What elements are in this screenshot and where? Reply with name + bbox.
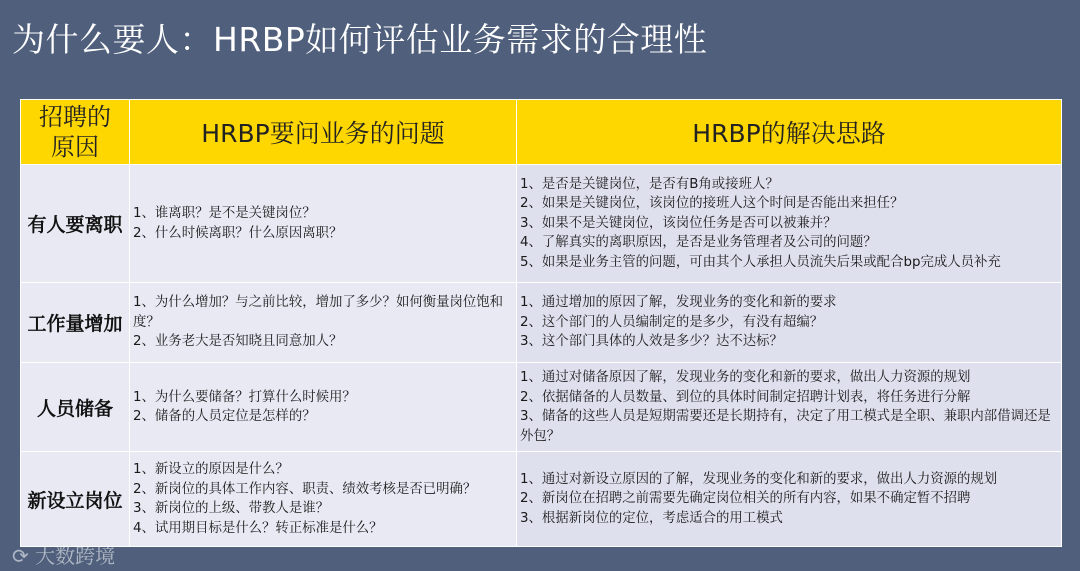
- question-item: 1、为什么要储备？打算什么时候用？: [133, 389, 356, 405]
- evaluation-table: [20, 99, 1061, 547]
- table-row: [21, 165, 1062, 283]
- question-item: 1、为什么增加？与之前比较，增加了多少？如何衡量岗位饱和度？: [133, 295, 504, 330]
- question-item: 2、新岗位的具体工作内容、职责、绩效考核是否已明确？: [133, 481, 477, 497]
- row-solutions: [517, 165, 1062, 283]
- solution-item: 5、如果是业务主管的问题，可由其个人承担人员流失后果或配合bp完成人员补充: [520, 254, 1001, 270]
- table-row: [21, 452, 1062, 547]
- solution-item: 1、是否是关键岗位，是否有B角或接班人？: [520, 176, 779, 192]
- solution-item: 3、这个部门具体的人效是多少？达不达标？: [520, 334, 783, 350]
- solution-item: 1、通过对新设立原因的了解，发现业务的变化和新的要求，做出人力资源的规划: [520, 471, 998, 487]
- evaluation-table-grid: [20, 99, 1062, 547]
- solution-item: 3、储备的这些人员是短期需要还是长期持有，决定了用工模式是全职、兼职内部借调还是外包？: [520, 409, 1051, 444]
- row-reason: 工作量增加: [21, 283, 130, 363]
- solution-item: 3、根据新岗位的定位，考虑适合的用工模式: [520, 510, 783, 526]
- solution-item: 1、通过增加的原因了解，发现业务的变化和新的要求: [520, 295, 837, 311]
- row-questions: [130, 165, 517, 283]
- header-reason: [21, 100, 130, 165]
- header-reason-line1: 招聘的: [39, 103, 111, 131]
- table-row: [21, 363, 1062, 452]
- table-row: [21, 283, 1062, 363]
- solution-item: 4、了解真实的离职原因，是否是业务管理者及公司的问题？: [520, 235, 877, 251]
- solution-item: 2、依据储备的人员数量、到位的具体时间制定招聘计划表，将任务进行分解: [520, 389, 971, 405]
- slide-title: 为什么要人：HRBP如何评估业务需求的合理性: [12, 20, 708, 59]
- question-item: 3、新岗位的上级、带教人是谁？: [133, 501, 329, 516]
- header-reason-line2: 原因: [51, 133, 99, 161]
- row-solutions: [517, 283, 1062, 363]
- question-item: 4、试用期目标是什么？转正标准是什么？: [133, 520, 383, 536]
- question-item: 2、业务老大是否知晓且同意加人？: [133, 334, 343, 350]
- table-header-row: [21, 100, 1062, 165]
- header-solutions: HRBP的解决思路: [517, 100, 1062, 165]
- question-item: 2、什么时候离职？什么原因离职？: [133, 225, 343, 241]
- question-item: 2、储备的人员定位是怎样的？: [133, 409, 316, 424]
- question-item: 1、新设立的原因是什么？: [133, 462, 289, 477]
- row-questions: [130, 452, 517, 547]
- solution-item: 2、如果是关键岗位，该岗位的接班人这个时间是否能出来担任？: [520, 196, 904, 212]
- row-solutions: [517, 452, 1062, 547]
- solution-item: 1、通过对储备原因了解，发现业务的变化和新的要求，做出人力资源的规划: [520, 370, 971, 385]
- watermark-text: 大数跨境: [35, 544, 116, 568]
- row-reason: 新设立岗位: [21, 452, 130, 547]
- row-reason: 有人要离职: [21, 165, 130, 283]
- row-reason: 人员储备: [21, 363, 130, 452]
- watermark-logo: [12, 540, 115, 569]
- header-questions: HRBP要问业务的问题: [130, 100, 517, 165]
- row-questions: [130, 363, 517, 452]
- question-item: 1、谁离职？是不是关键岗位？: [133, 206, 316, 221]
- row-solutions: [517, 363, 1062, 452]
- solution-item: 2、新岗位在招聘之前需要先确定岗位相关的所有内容，如果不确定暂不招聘: [520, 491, 971, 507]
- watermark-icon: ⟳: [12, 544, 29, 568]
- solution-item: 2、这个部门的人员编制定的是多少，有没有超编？: [520, 314, 824, 330]
- solution-item: 3、如果不是关键岗位，该岗位任务是否可以被兼并？: [520, 215, 837, 231]
- row-questions: [130, 283, 517, 363]
